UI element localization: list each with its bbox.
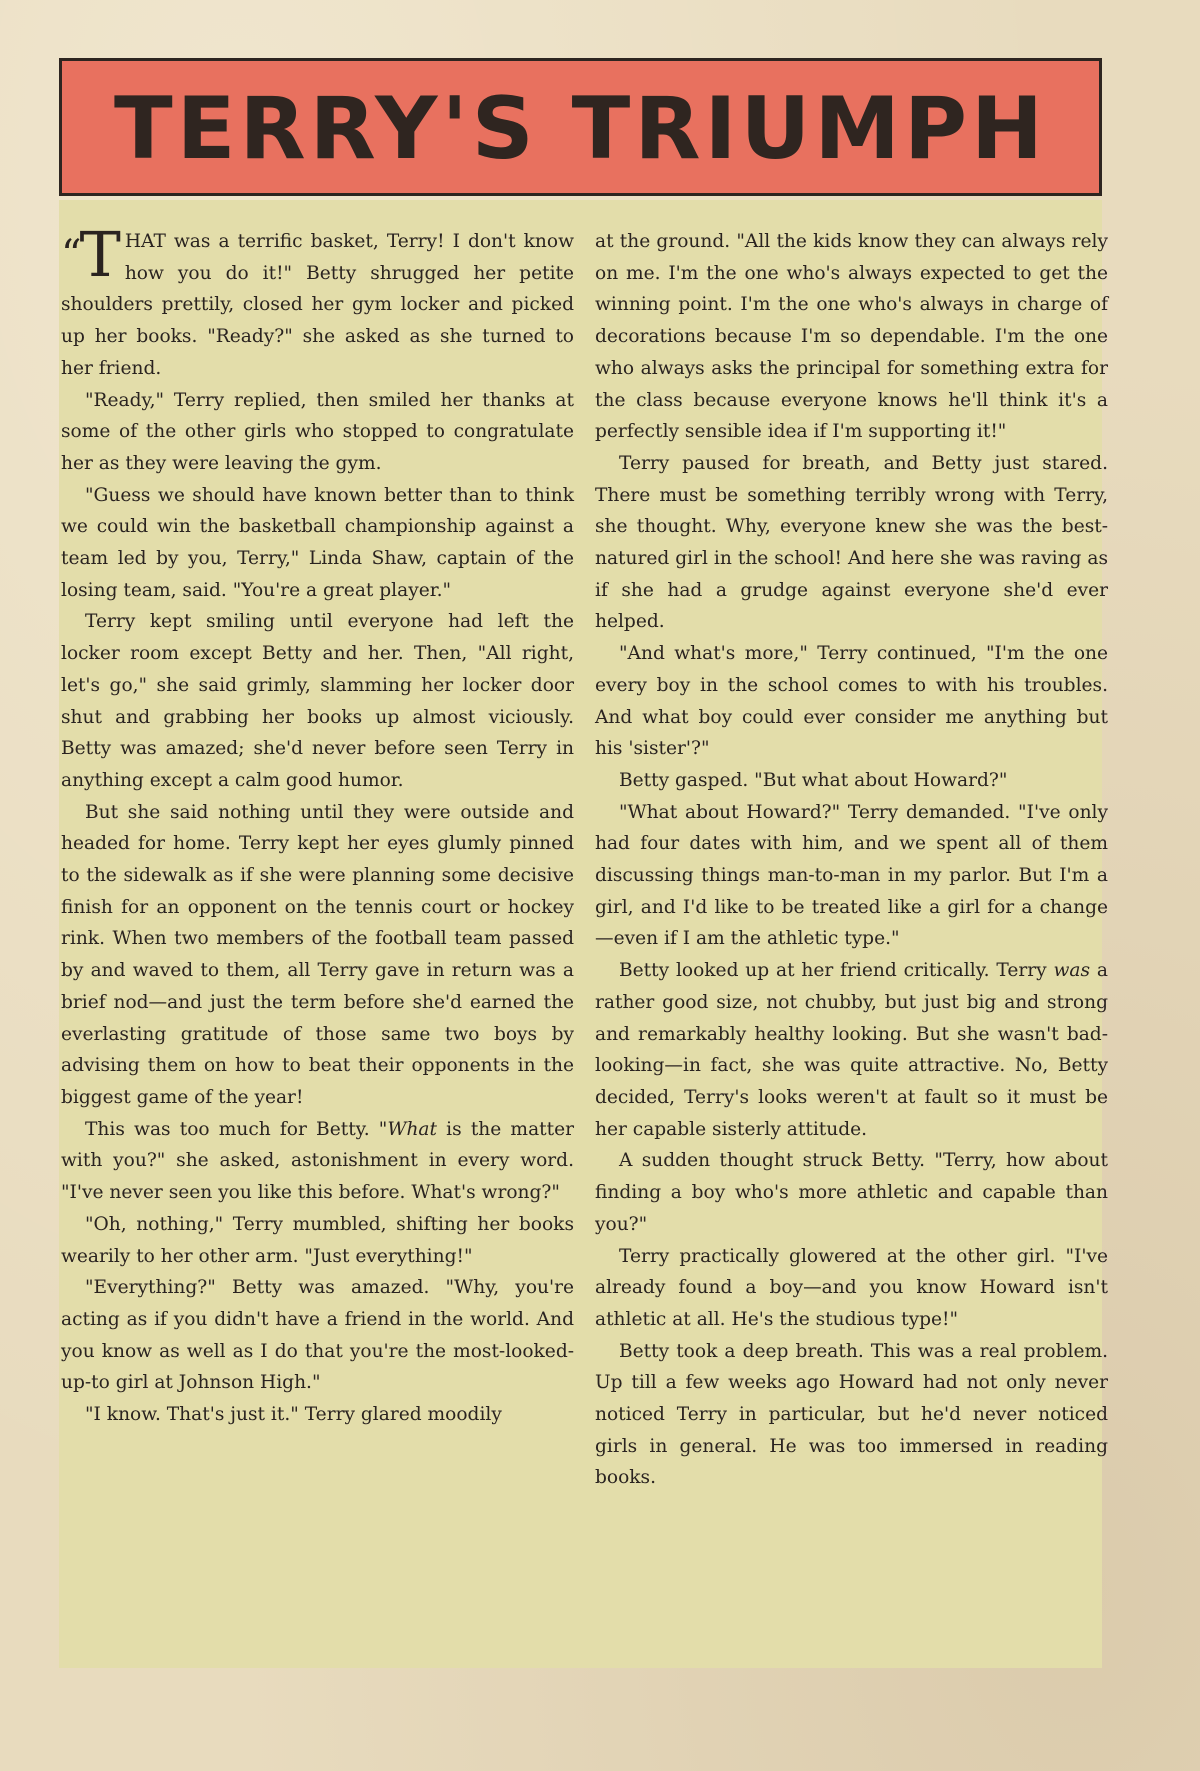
paragraph: "Oh, nothing," Terry mumbled, shifting her books wearily to her other arm. "Just everything!" [61,1213,574,1267]
paragraph: "Everything?" Betty was amazed. "Why, you're acting as if you didn't have a friend in the world. And you know as well as I do that you're the most-looked-up-to girl at Johnson High." [61,1277,574,1394]
story-body [59,200,1108,1668]
paragraph: "I know. That's just it." Terry glared moodily [85,1404,502,1426]
paragraph: Betty gasped. "But what about Howard?" [619,769,1008,791]
paragraph-opening [61,218,574,385]
paragraph: "Guess we should have known better than to think we could win the basketball championship against a team led by you, Terry," Linda Shaw, captain of the losing team, said. "You're a great player." [61,484,574,601]
paragraph-was [595,955,1108,1145]
paragraph: "And what's more," Terry continued, "I'm the one every boy in the school comes to with his troubles. And what boy could ever consider me anything but his 'sister'?" [595,643,1108,760]
text-run: Betty looked up at her friend critically. Terry [619,960,1054,982]
paragraph-text: HAT was a terrific basket, Terry! I don't know how you do it!" Betty shrugged her petite shoulders prettily, closed her gym locker and picked up her books. "Ready?" she asked as she turned to her friend. [61,231,574,379]
paragraph-what [61,1114,574,1209]
paragraph: A sudden thought struck Betty. "Terry, how about finding a boy who's more athletic and capable than you?" [595,1150,1108,1235]
drop-cap-quote: “ [61,232,80,278]
italic-run: was [1053,960,1091,982]
paragraph-continued: at the ground. "All the kids know they can always rely on me. I'm the one who's always expected to get the winning point. I'm the one who's always in charge of decorations because I'm so dependable. I'm the one who always asks the principal for something extra for the class because everyone knows he'll think it's a perfectly sensible idea if I'm supporting it!" [595,231,1108,443]
drop-cap [61,218,121,291]
text-run: This was too much for Betty. " [85,1118,388,1140]
text-run: is the matter with you?" she asked, astonishment in every word. "I've never seen you like this before. What's wrong?" [61,1118,574,1204]
paragraph: Terry kept smiling until everyone had left the locker room except Betty and her. Then, "All right, let's go," she said grimly, slamming her locker door shut and grabbing her books up almost viciously. Betty was amazed; she'd never before seen Terry in anything except a calm good humor. [61,611,574,791]
paragraph: Terry practically glowered at the other girl. "I've already found a boy—and you know Howard isn't athletic at all. He's the studious type!" [595,1245,1108,1330]
paragraph: Betty took a deep breath. This was a real problem. Up till a few weeks ago Howard had not only never noticed Terry in particular, but he'd never noticed girls in general. He was too immersed in reading books. [595,1340,1108,1489]
title-banner [59,58,1102,196]
text-run: a rather good size, not chubby, but just big and strong and remarkably healthy looking. But she wasn't bad-looking—in fact, she was quite attractive. No, Betty decided, Terry's looks weren't at fault so it must be her capable sisterly attitude. [595,960,1108,1140]
paragraph: Terry paused for breath, and Betty just stared. There must be something terribly wrong with Terry, she thought. Why, everyone knew she was the best-natured girl in the school! And here she was raving as if she had a grudge against everyone she'd ever helped. [595,452,1108,633]
drop-cap-letter: T [79,218,121,291]
paragraph: "What about Howard?" Terry demanded. "I've only had four dates with him, and we spent all of them discussing things man-to-man in my parlor. But I'm a girl, and I'd like to be treated like a girl for a change—even if I am the athletic type." [595,801,1108,950]
right-column [595,226,1108,1494]
left-column [61,218,574,1431]
story-title: TERRY'S TRIUMPH [114,79,1047,179]
paragraph: But she said nothing until they were outside and headed for home. Terry kept her eyes glumly pinned to the sidewalk as if she were planning some decisive finish for an opponent on the tennis court or hockey rink. When two members of the football team passed by and waved to them, all Terry gave in return was a brief nod—and just the term before she'd earned the everlasting gratitude of those same two boys by advising them on how to beat their opponents in the biggest game of the year! [61,801,574,1108]
paragraph: "Ready," Terry replied, then smiled her thanks at some of the other girls who stopped to congratulate her as they were leaving the gym. [61,389,574,474]
italic-run: What [387,1118,437,1140]
